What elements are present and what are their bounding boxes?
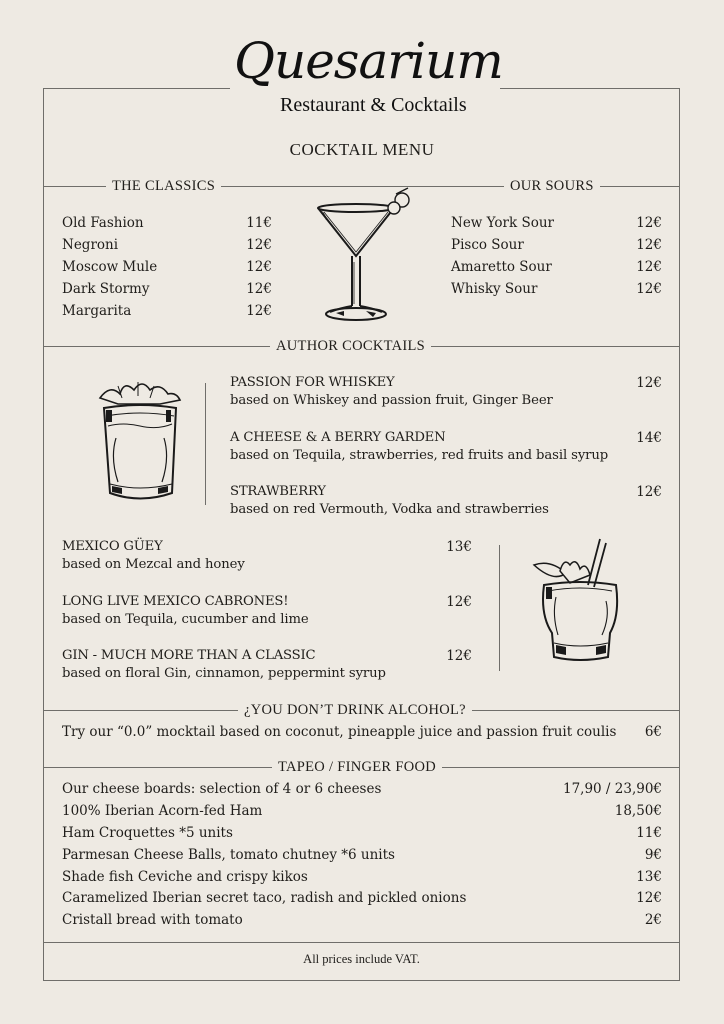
vertical-divider (499, 545, 500, 671)
food-item-price: 2€ (644, 912, 662, 928)
menu-item-name: Whisky Sour (451, 281, 538, 297)
menu-item-price: 12€ (636, 215, 662, 231)
menu-item-name: Margarita (62, 303, 132, 319)
cocktail-name: MEXICO GÜEY (62, 539, 163, 554)
cocktail-description: based on Tequila, cucumber and lime (62, 612, 309, 627)
cocktail-name: PASSION FOR WHISKEY (230, 375, 395, 390)
mocktail-description: Try our “0.0” mocktail based on coconut, pineapple juice and passion fruit coulis (62, 724, 617, 740)
food-item-price: 17,90 / 23,90€ (562, 781, 662, 797)
cocktail-price: 12€ (446, 648, 472, 664)
cocktail-description: based on Mezcal and honey (62, 557, 245, 572)
cocktail-price: 12€ (446, 594, 472, 610)
menu-item-price: 12€ (636, 281, 662, 297)
menu-item-price: 12€ (246, 259, 272, 275)
food-item-name: Shade fish Ceviche and crispy kikos (62, 869, 308, 885)
mint-tumbler-icon (88, 378, 188, 513)
food-item-name: 100% Iberian Acorn-fed Ham (62, 803, 263, 819)
cocktail-description: based on red Vermouth, Vodka and strawberries (230, 502, 549, 517)
section-title-classics: THE CLASSICS (106, 177, 221, 195)
cocktail-price: 13€ (446, 539, 472, 555)
menu-item-name: Old Fashion (62, 215, 144, 231)
brand-name: Quesarium (234, 32, 503, 90)
mocktail-price: 6€ (644, 724, 662, 740)
menu-item-price: 12€ (246, 237, 272, 253)
section-title-no-alcohol: ¿YOU DON’T DRINK ALCOHOL? (238, 701, 472, 719)
cocktail-price: 12€ (636, 375, 662, 391)
menu-item-price: 11€ (246, 215, 272, 231)
cocktail-name: GIN - MUCH MORE THAN A CLASSIC (62, 648, 316, 663)
cocktail-price: 12€ (636, 484, 662, 500)
menu-item-name: Dark Stormy (62, 281, 150, 297)
menu-item-name: Pisco Sour (451, 237, 524, 253)
vertical-divider (205, 383, 206, 505)
brand-logo (230, 32, 503, 124)
food-item-price: 13€ (636, 869, 662, 885)
menu-item-price: 12€ (636, 259, 662, 275)
food-item-price: 12€ (636, 890, 662, 906)
menu-item-price: 12€ (246, 281, 272, 297)
food-item-price: 18,50€ (614, 803, 662, 819)
page-title: COCKTAIL MENU (289, 140, 435, 159)
garnished-glass-icon (530, 535, 630, 670)
food-item-price: 9€ (644, 847, 662, 863)
cocktail-price: 14€ (636, 430, 662, 446)
cocktail-description: based on floral Gin, cinnamon, peppermint syrup (62, 666, 386, 681)
food-item-name: Our cheese boards: selection of 4 or 6 cheeses (62, 781, 382, 797)
cocktail-description: based on Whiskey and passion fruit, Ginger Beer (230, 393, 553, 408)
menu-item-price: 12€ (636, 237, 662, 253)
menu-item-name: Moscow Mule (62, 259, 158, 275)
food-item-price: 11€ (636, 825, 662, 841)
food-item-name: Cristall bread with tomato (62, 912, 243, 928)
menu-item-name: Amaretto Sour (451, 259, 552, 275)
cocktail-name: LONG LIVE MEXICO CABRONES! (62, 594, 289, 609)
section-title-author: AUTHOR COCKTAILS (270, 337, 431, 355)
cocktail-description: based on Tequila, strawberries, red fruits and basil syrup (230, 448, 609, 463)
martini-glass-icon (310, 186, 420, 336)
section-title-tapeo: TAPEO / FINGER FOOD (272, 758, 442, 776)
cocktail-name: STRAWBERRY (230, 484, 326, 499)
menu-item-name: Negroni (62, 237, 119, 253)
section-title-sours: OUR SOURS (504, 177, 600, 195)
food-item-name: Ham Croquettes *5 units (62, 825, 233, 841)
cocktail-name: A CHEESE & A BERRY GARDEN (230, 430, 446, 445)
menu-item-name: New York Sour (451, 215, 554, 231)
vat-note: All prices include VAT. (303, 952, 420, 966)
food-item-name: Caramelized Iberian secret taco, radish and pickled onions (62, 890, 467, 906)
brand-tagline: Restaurant & Cocktails (280, 94, 467, 116)
divider (43, 942, 680, 943)
food-item-name: Parmesan Cheese Balls, tomato chutney *6 units (62, 847, 395, 863)
menu-item-price: 12€ (246, 303, 272, 319)
